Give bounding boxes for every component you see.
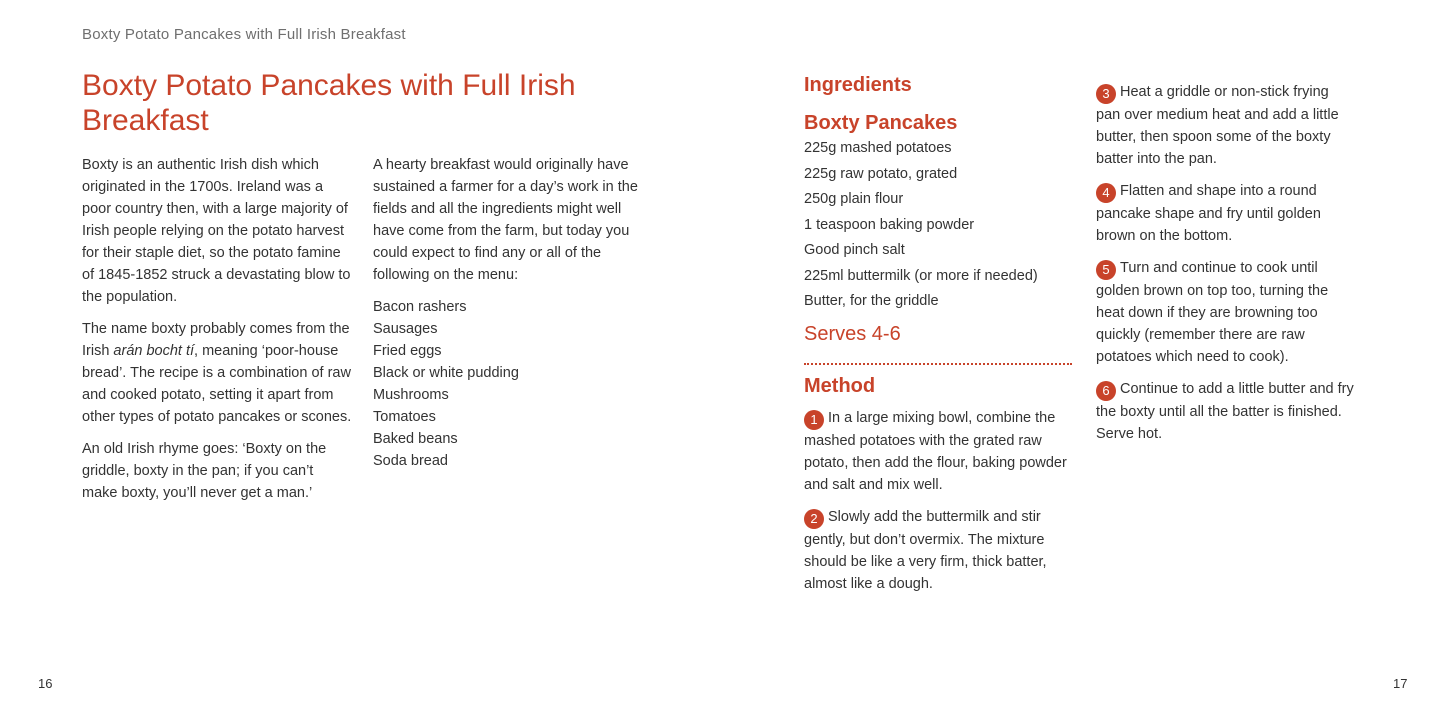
method-continued-column [1096,81,1356,455]
intro-paragraph-3: An old Irish rhyme goes: ‘Boxty on the griddle, boxty in the pan; if you can’t make boxty, you’ll never get a man.’ [82,441,327,501]
intro-paragraph-2 [82,318,352,428]
step-number-badge: 6 [1096,381,1116,401]
ingredients-heading: Ingredients [804,74,912,96]
step-number-badge: 4 [1096,183,1116,203]
ingredient-item: 250g plain flour [804,191,904,207]
breakfast-intro: A hearty breakfast would originally have sustained a farmer for a day’s work in the fields and all the ingredients might well have come from the farm, but today you could expect to find any or all of the following on the menu: [373,157,638,283]
ingredient-item: Good pinch salt [804,242,905,258]
step-number-badge: 5 [1096,260,1116,280]
intro-paragraph-2-irish-term: arán bocht tí [113,343,195,359]
method-heading: Method [804,374,876,397]
dotted-divider [804,363,1072,365]
breakfast-column [373,154,653,472]
intro-paragraph-2-start: The name boxty probably comes from the Irish [82,321,350,359]
method-step-6 [1096,378,1356,445]
boxty-pancakes-subheading: Boxty Pancakes [804,112,958,134]
ingredients-list [804,136,1072,315]
ingredient-item: 1 teaspoon baking powder [804,216,975,233]
breakfast-item: Black or white pudding [373,365,519,381]
ingredient-item: 225ml buttermilk (or more if needed) [804,267,1038,284]
running-head: Boxty Potato Pancakes with Full Irish Breakfast [82,26,406,43]
ingredients-method-column [804,72,1072,605]
intro-paragraph-2-end: , meaning ‘poor-house bread’. The recipe is a combination of raw and cooked potato, setting it apart from other types of potato pancakes or scones. [82,343,352,425]
breakfast-item: Fried eggs [373,343,442,359]
step-text: In a large mixing bowl, combine the mashed potatoes with the grated raw potato, then add the flour, baking powder and salt and mix well. [804,409,1067,493]
step-text: Turn and continue to cook until golden brown on top too, turning the heat down if they are browning too quickly (remember there are raw potatoes which need to cook). [1096,260,1329,365]
ingredient-item: Butter, for the griddle [804,293,939,309]
breakfast-item: Tomatoes [373,409,436,425]
breakfast-item: Sausages [373,321,438,337]
method-step-4 [1096,180,1356,247]
method-step-5 [1096,257,1356,368]
step-number-badge: 2 [804,509,824,529]
intro-column [82,154,352,514]
method-step-1 [804,407,1072,496]
breakfast-item: Mushrooms [373,387,449,403]
breakfast-item: Bacon rashers [373,299,467,315]
ingredient-item: 225g raw potato, grated [804,165,958,182]
page-title: Boxty Potato Pancakes with Full Irish Breakfast [82,69,576,137]
ingredient-item: 225g mashed potatoes [804,140,952,156]
page-number-left: 16 [38,676,53,691]
step-number-badge: 1 [804,410,824,430]
breakfast-list [373,296,653,472]
step-text: Slowly add the buttermilk and stir gently, but don’t overmix. The mixture should be like a very firm, thick batter, almost like a dough. [804,508,1047,592]
method-step-2 [804,506,1072,595]
breakfast-item: Soda bread [373,453,448,469]
breakfast-item: Baked beans [373,431,458,447]
step-text: Flatten and shape into a round pancake shape and fry until golden brown on the bottom. [1096,183,1321,244]
intro-paragraph-1: Boxty is an authentic Irish dish which originated in the 1700s. Ireland was a poor country then, with a large majority of Irish people relying on the potato harvest for their staple diet, so the potato famine of 1845-1852 struck a devastating blow to the population. [82,157,351,305]
step-number-badge: 3 [1096,84,1116,104]
serves-label: Serves 4-6 [804,322,901,345]
step-text: Heat a griddle or non-stick frying pan over medium heat and add a little butter, then spoon some of the boxty batter into the pan. [1096,84,1339,167]
page-number-right: 17 [1393,676,1408,691]
step-text: Continue to add a little butter and fry the boxty until all the batter is finished. Serve hot. [1096,381,1354,442]
method-step-3 [1096,81,1356,170]
